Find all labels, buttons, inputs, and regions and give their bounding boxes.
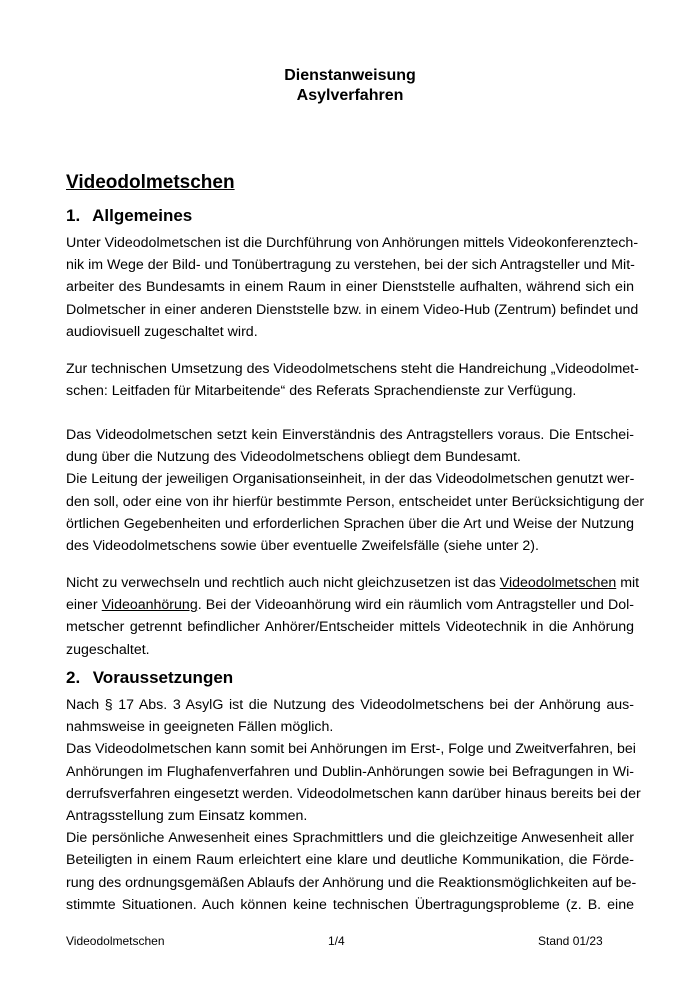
text-line: Anhörungen im Flughafenverfahren und Dublin-Anhörungen sowie bei Befragungen in Wi- [66,763,634,780]
text-line: Die persönliche Anwesenheit eines Sprachmittlers und die gleichzeitige Anwesenheit aller [66,830,634,847]
text-line: nik im Wege der Bild- und Tonübertragung zu verstehen, bei der sich Antragsteller und Mit- [66,257,635,274]
text-line: arbeiter des Bundesamts in einem Raum in einer Dienststelle aufhalten, während sich ein [66,279,634,296]
text-line: Zur technischen Umsetzung des Videodolmetschens steht die Handreichung „Videodolmet- [66,361,639,377]
text-line: Unter Videodolmetschen ist die Durchführung von Anhörungen mittels Videokonferenztech- [66,235,639,251]
text-line: Das Videodolmetschen setzt kein Einverständnis des Antragstellers voraus. Die Entschei- [66,427,634,443]
text-line [66,572,640,594]
text-line: zugeschaltet. [66,641,150,658]
text-line: Nach § 17 Abs. 3 AsylG ist die Nutzung des Videodolmetschens bei der Anhörung aus- [66,697,634,713]
text-line: den soll, oder eine von ihr hierfür bestimmte Person, entscheidet unter Berücksichtigung der [66,493,645,510]
footer-version: Stand 01/23 [538,934,603,948]
text-fragment: Nicht zu verwechseln und rechtlich auch nicht gleichzusetzen ist das [66,575,496,591]
text-fragment: einer [66,597,98,614]
heading-voraussetzungen [66,667,233,689]
paragraph-requirements [66,694,641,916]
text-line: Das Videodolmetschen kann somit bei Anhörungen im Erst-, Folge und Zweitverfahren, bei [66,741,636,758]
term-videodolmetschen: Videodolmetschen [499,575,617,591]
paragraph-distinction [66,572,640,661]
heading-number: 2. [66,668,81,687]
text-fragment: . Bei der Videoanhörung wird ein räumlich vom Antragsteller und Dol- [197,597,634,614]
heading-text: Allgemeines [92,206,193,225]
text-line: schen: Leitfaden für Mitarbeitende“ des Referats Sprachendienste zur Verfügung. [66,383,577,400]
text-line: Dolmetscher in einer anderen Dienststelle bzw. in einem Video-Hub (Zentrum) befindet und [66,301,639,318]
document-title-line-2: Asylverfahren [296,87,404,104]
text-line: stimmte Situationen. Auch können keine technischen Übertragungsprobleme (z. B. eine [66,896,634,913]
text-line: dung über die Nutzung des Videodolmetschens obliegt dem Bundesamt. [66,449,521,466]
text-line: Die Leitung der jeweiligen Organisationseinheit, in der das Videodolmetschen genutzt wer- [66,471,635,488]
text-line: örtlichen Gegebenheiten und erforderlichen Sprachen über die Art und Weise der Nutzung [66,515,634,532]
text-line: nahmsweise in geeigneten Fällen möglich. [66,719,334,736]
document-title-line-1: Dienstanweisung [284,67,416,84]
footer-page-number: 1/4 [328,934,345,948]
text-line: metscher getrennt befindlicher Anhörer/Entscheider mittels Videotechnik in die Anhörung [66,619,634,636]
paragraph-consent [66,424,645,557]
heading-text: Voraussetzungen [92,668,234,687]
text-line: rung des ordnungsgemäßen Ablaufs der Anhörung und die Reaktionsmöglichkeiten auf be- [66,874,637,891]
text-fragment: mit [620,575,640,591]
section-title: Videodolmetschen [66,172,235,193]
text-line [66,594,634,616]
document-title [0,66,700,106]
text-line: Antragsstellung zum Einsatz kommen. [66,808,308,825]
text-line: Beteiligten in einem Raum erleichtert eine klare und deutliche Kommunikation, die Förde- [66,852,634,869]
footer-document-name: Videodolmetschen [66,934,165,948]
text-line: audiovisuell zugeschaltet wird. [66,323,258,340]
text-line: derrufsverfahren eingesetzt werden. Videodolmetschen kann darüber hinaus bereits bei der [66,785,641,802]
term-videoanhoerung: Videoanhörung [101,597,198,614]
heading-allgemeines [66,205,192,227]
paragraph-technical [66,358,639,402]
heading-number: 1. [66,206,81,225]
paragraph-definition [66,232,639,343]
text-line: des Videodolmetschens sowie über eventuelle Zweifelsfälle (siehe unter 2). [66,538,539,555]
